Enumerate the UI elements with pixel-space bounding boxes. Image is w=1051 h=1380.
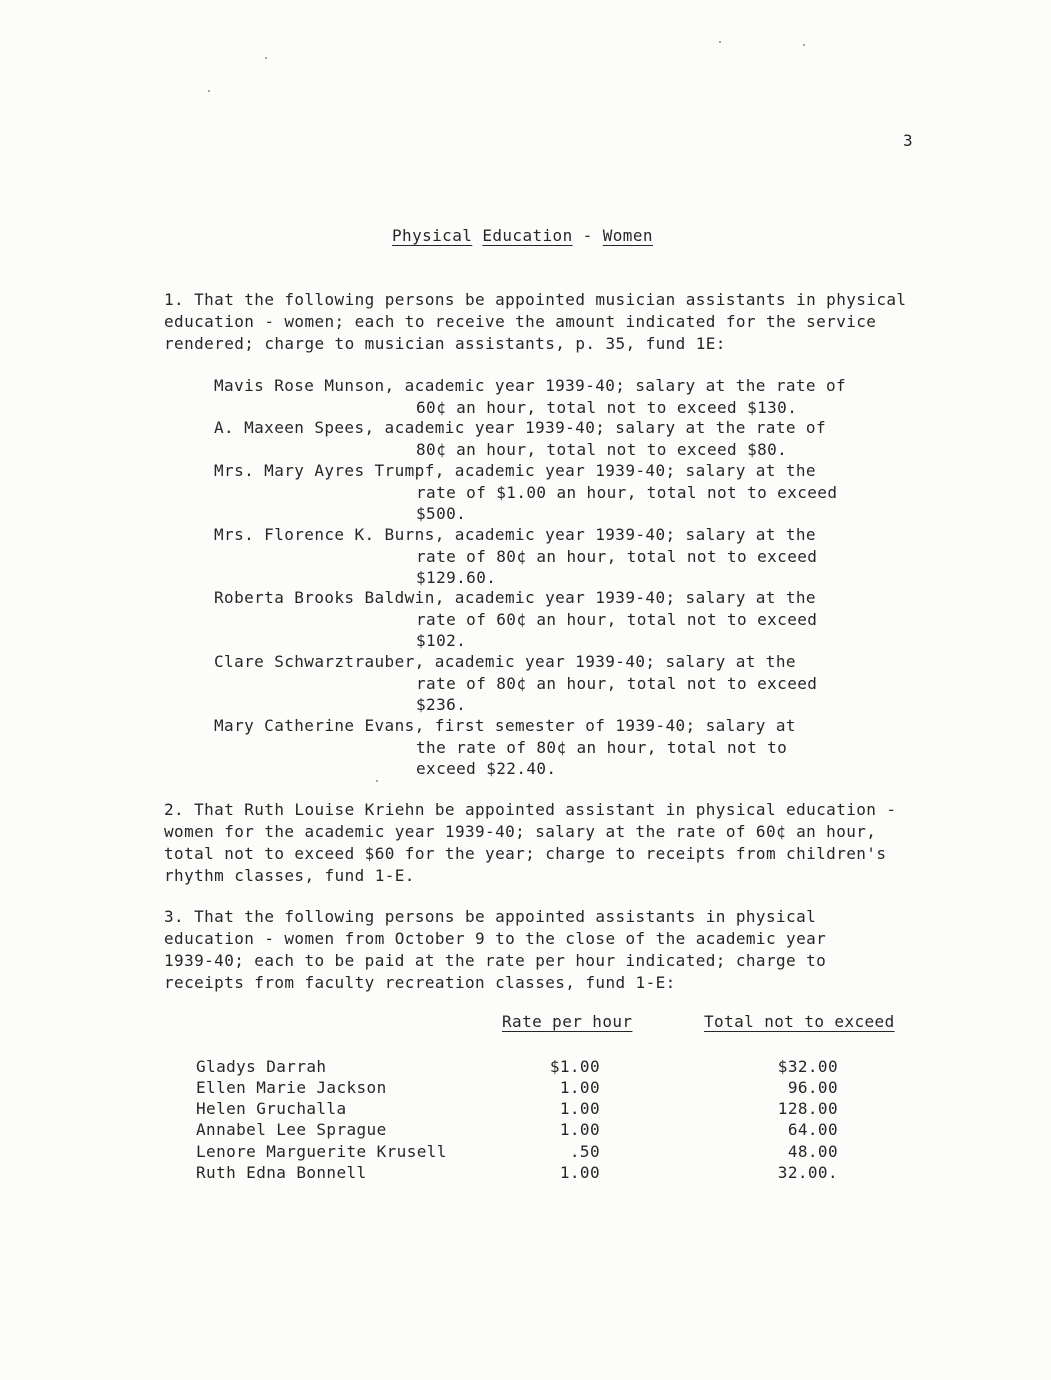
column-header-total: Total not to exceed xyxy=(704,1012,895,1031)
entry-continuation: $102. xyxy=(416,631,467,650)
entry-line: Mrs. Mary Ayres Trumpf, academic year 1939-40; salary at the xyxy=(214,461,816,480)
table-row-rate: .50 xyxy=(569,1142,600,1161)
table-row-rate: 1.00 xyxy=(559,1163,600,1182)
table-row-name: Ruth Edna Bonnell xyxy=(196,1163,367,1182)
table-row-rate: 1.00 xyxy=(559,1078,600,1097)
entry-line: Mavis Rose Munson, academic year 1939-40; salary at the rate of xyxy=(214,376,847,395)
table-row-total: 64.00 xyxy=(787,1120,838,1139)
appointment-entry xyxy=(0,460,837,525)
table-row-name: Gladys Darrah xyxy=(196,1057,327,1076)
entry-continuation: rate of 80¢ an hour, total not to exceed xyxy=(416,546,818,566)
table-row-name: Lenore Marguerite Krusell xyxy=(196,1142,447,1161)
entry-continuation: the rate of 80¢ an hour, total not to xyxy=(416,737,788,757)
title-part-physical: Physical xyxy=(392,226,473,245)
section3-line: 3. That the following persons be appointed assistants in physical xyxy=(164,907,817,926)
table-row-name: Helen Gruchalla xyxy=(196,1099,347,1118)
scan-speck xyxy=(803,44,805,46)
section1-line: education - women; each to receive the amount indicated for the service xyxy=(164,312,877,331)
page-title xyxy=(392,226,653,245)
table-row-rate: $1.00 xyxy=(549,1057,600,1076)
entry-continuation: $500. xyxy=(416,504,467,523)
column-header-rate: Rate per hour xyxy=(502,1012,633,1031)
section1-line: rendered; charge to musician assistants, p. 35, fund 1E: xyxy=(164,334,726,353)
entry-line: Roberta Brooks Baldwin, academic year 1939-40; salary at the xyxy=(214,588,816,607)
entry-continuation: $236. xyxy=(416,695,467,714)
appointment-entry xyxy=(0,417,826,460)
entry-line: Mrs. Florence K. Burns, academic year 1939-40; salary at the xyxy=(214,525,816,544)
table-row-total: 32.00. xyxy=(777,1163,838,1182)
section2-line: rhythm classes, fund 1-E. xyxy=(164,866,415,885)
table-row-total: 128.00 xyxy=(777,1099,838,1118)
section3-line: receipts from faculty recreation classes, fund 1-E: xyxy=(164,973,676,992)
entry-continuation: rate of $1.00 an hour, total not to exceed xyxy=(416,482,838,502)
entry-continuation: 80¢ an hour, total not to exceed $80. xyxy=(416,439,788,459)
title-separator: - xyxy=(572,226,603,245)
entry-line: Clare Schwarztrauber, academic year 1939-40; salary at the xyxy=(214,652,796,671)
appointment-entry xyxy=(0,651,817,716)
entry-continuation: $129.60. xyxy=(416,568,497,587)
entry-line: A. Maxeen Spees, academic year 1939-40; salary at the rate of xyxy=(214,418,827,437)
title-part-women: Women xyxy=(602,226,653,245)
table-row-name: Ellen Marie Jackson xyxy=(196,1078,387,1097)
entry-continuation: 60¢ an hour, total not to exceed $130. xyxy=(416,397,798,417)
table-row-total: $32.00 xyxy=(777,1057,838,1076)
scan-speck xyxy=(265,57,267,59)
scan-speck xyxy=(376,780,378,782)
appointment-entry xyxy=(0,375,846,418)
title-part-education: Education xyxy=(482,226,573,245)
entry-continuation: exceed $22.40. xyxy=(416,759,557,778)
table-row-rate: 1.00 xyxy=(559,1120,600,1139)
table-row-total: 48.00 xyxy=(787,1142,838,1161)
section2-line: 2. That Ruth Louise Kriehn be appointed assistant in physical education - xyxy=(164,800,897,819)
section3-line: 1939-40; each to be paid at the rate per hour indicated; charge to xyxy=(164,951,827,970)
appointment-entry xyxy=(0,587,817,652)
entry-line: Mary Catherine Evans, first semester of 1939-40; salary at xyxy=(214,716,796,735)
section1-line: 1. That the following persons be appointed musician assistants in physical xyxy=(164,290,907,309)
table-row-name: Annabel Lee Sprague xyxy=(196,1120,387,1139)
page-number: 3 xyxy=(903,131,914,150)
entry-continuation: rate of 80¢ an hour, total not to exceed xyxy=(416,673,818,693)
table-row-rate: 1.00 xyxy=(559,1099,600,1118)
appointment-entry xyxy=(0,524,817,589)
section3-line: education - women from October 9 to the close of the academic year xyxy=(164,929,827,948)
section2-line: women for the academic year 1939-40; salary at the rate of 60¢ an hour, xyxy=(164,822,877,841)
scan-speck xyxy=(719,41,721,43)
table-row-total: 96.00 xyxy=(787,1078,838,1097)
entry-continuation: rate of 60¢ an hour, total not to exceed xyxy=(416,609,818,629)
appointment-entry xyxy=(0,715,796,780)
scan-speck xyxy=(208,90,210,92)
section2-line: total not to exceed $60 for the year; charge to receipts from children's xyxy=(164,844,887,863)
